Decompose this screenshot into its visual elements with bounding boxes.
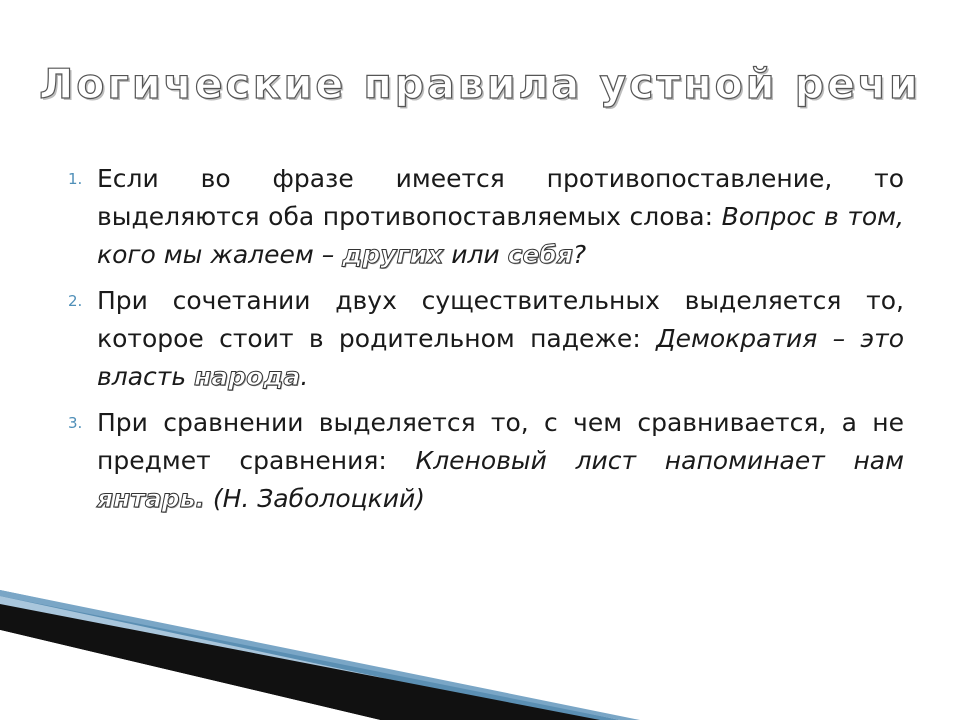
slide-title: Логические правила устной речи (39, 60, 921, 108)
emphasized-word: себя (507, 240, 573, 269)
rule-text: При сравнении выделяется то, с чем сравнивается, а не предмет сравнения: (97, 408, 904, 475)
rule-number: 1. (68, 170, 83, 188)
rule-example: Кленовый лист напоминает нам (415, 446, 904, 475)
rule-item-1 (66, 160, 904, 274)
rule-text: При сочетании двух существительных выделяется то, которое стоит в родительном падеже: (97, 286, 904, 353)
rule-item-3 (66, 404, 904, 518)
rule-example: Демократия – это власть (97, 324, 904, 391)
emphasized-word: других (342, 240, 444, 269)
emphasized-word: янтарь. (97, 484, 205, 513)
rule-text: Если во фразе имеется противопоставление, то выделяются оба противопоставляемых слова: (97, 164, 904, 231)
rule-item-2 (66, 282, 904, 396)
rule-example: Вопрос в том, кого мы жалеем – (97, 202, 904, 269)
rule-number: 2. (68, 292, 83, 310)
emphasized-word: народа (194, 362, 301, 391)
rule-example: ? (572, 240, 587, 269)
rules-list (66, 160, 904, 526)
rule-example: или (443, 240, 508, 269)
decorative-wedge (0, 590, 960, 720)
rule-example: (Н. Заболоцкий) (204, 484, 425, 513)
rule-example: . (300, 362, 309, 391)
rule-number: 3. (68, 414, 83, 432)
